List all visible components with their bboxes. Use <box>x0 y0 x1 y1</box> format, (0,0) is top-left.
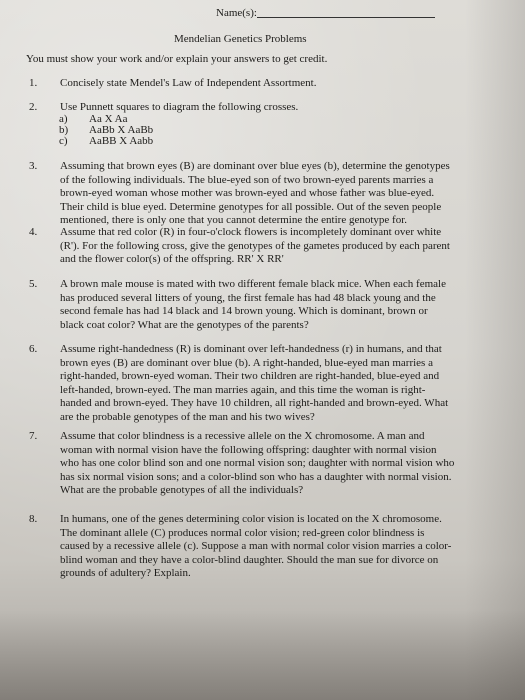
page-title: Mendelian Genetics Problems <box>174 33 307 45</box>
question-line: has six normal vision sons; and a color-blind son who has a daughter with normal vision. <box>60 470 452 483</box>
question-number: 5. <box>29 278 38 290</box>
question-line: Assume right-handedness (R) is dominant over left-handedness (r) in humans, and that <box>60 343 442 355</box>
question-number: 6. <box>29 343 38 355</box>
question-number: 4. <box>29 226 38 238</box>
question-line: caused by a recessive allele (c). Suppose a man with normal color vision marries a color- <box>60 540 452 553</box>
question-line: Assume that color blindness is a recessive allele on the X chromosome. A man and <box>60 430 425 442</box>
cross-text: AaBb X AaBb <box>89 124 154 136</box>
question-line: second female has had 14 black and 14 brown young. Which is dominant, brown or <box>60 305 428 318</box>
paper-shadow-bottom <box>0 610 525 700</box>
question-line: brown eyes (B) are dominant over blue (b). A right-handed, blue-eyed man marries a <box>60 356 433 369</box>
question-line: Assuming that brown eyes (B) are dominant over blue eyes (b), determine the genotypes <box>60 160 450 172</box>
question-line: and the flower color(s) of the offspring. RR' X RR' <box>60 253 284 266</box>
question-line: Assume that red color (R) in four-o'clock flowers is incompletely dominant over white <box>60 226 442 238</box>
question-line: A brown male mouse is mated with two different female black mice. When each female <box>60 278 446 290</box>
cross-text: AaBB X Aabb <box>89 135 154 147</box>
question-line: Use Punnett squares to diagram the following crosses. <box>60 101 299 113</box>
question-number: 7. <box>29 430 38 442</box>
instructions: You must show your work and/or explain your answers to get credit. <box>26 53 328 65</box>
question-line: (R'). For the following cross, give the genotypes of the gametes produced by each parent <box>60 239 450 252</box>
question-number: 3. <box>29 160 38 172</box>
cross-letter: a) <box>59 113 68 125</box>
question-line: The dominant allele (C) produces normal color vision; red-green color blindness is <box>60 526 425 539</box>
question-line: of the following individuals. The blue-eyed son of two brown-eyed parents marries a <box>60 173 434 186</box>
question-line: woman with normal vision have the following offspring: daughter with normal vision <box>60 443 437 456</box>
cross-letter: b) <box>59 124 69 136</box>
question-line: brown-eyed woman whose mother was brown-eyed and whose father was blue-eyed. <box>60 187 435 200</box>
question-line: left-handed, brown-eyed. The man marries again, and this time the woman is right- <box>60 383 426 396</box>
question-line: Concisely state Mendel's Law of Independent Assortment. <box>60 77 317 89</box>
question-line: blind woman and they have a color-blind daughter. Should the man sue for divorce on <box>60 553 439 566</box>
question-line: mentioned, there is only one that you cannot determine the entire genotype for. <box>60 214 408 227</box>
question-number: 8. <box>29 513 38 525</box>
question-number: 2. <box>29 101 38 113</box>
question-number: 1. <box>29 77 38 89</box>
question-line: handed and brown-eyed. They have 10 children, all right-handed and brown-eyed. What <box>60 397 449 410</box>
cross-c <box>59 136 153 148</box>
cross-letter: c) <box>59 135 68 147</box>
question-line: has produced several litters of young, the first female has had 48 black young and the <box>60 291 436 304</box>
question-line: Their child is blue eyed. Determine genotypes for all possible. Out of the seven people <box>60 200 442 213</box>
paper-shadow-right <box>465 0 525 700</box>
question-line: grounds of adultery? Explain. <box>60 567 191 580</box>
name-label: Name(s): <box>216 7 257 19</box>
question-line: What are the probable genotypes of all the individuals? <box>60 484 304 497</box>
question-line: who has one color blind son and one normal vision son; daughter with normal vision who <box>60 457 455 470</box>
question-line: right-handed, brown-eyed woman. Their two children are right-handed, blue-eyed and <box>60 370 440 383</box>
question-line: In humans, one of the genes determining color vision is located on the X chromosome. <box>60 513 442 525</box>
question-line: are the probable genotypes of the man and his two wives? <box>60 410 315 423</box>
cross-text: Aa X Aa <box>89 113 128 125</box>
name-blank-line <box>257 17 435 18</box>
question-line: black coat color? What are the genotypes of the parents? <box>60 318 309 331</box>
